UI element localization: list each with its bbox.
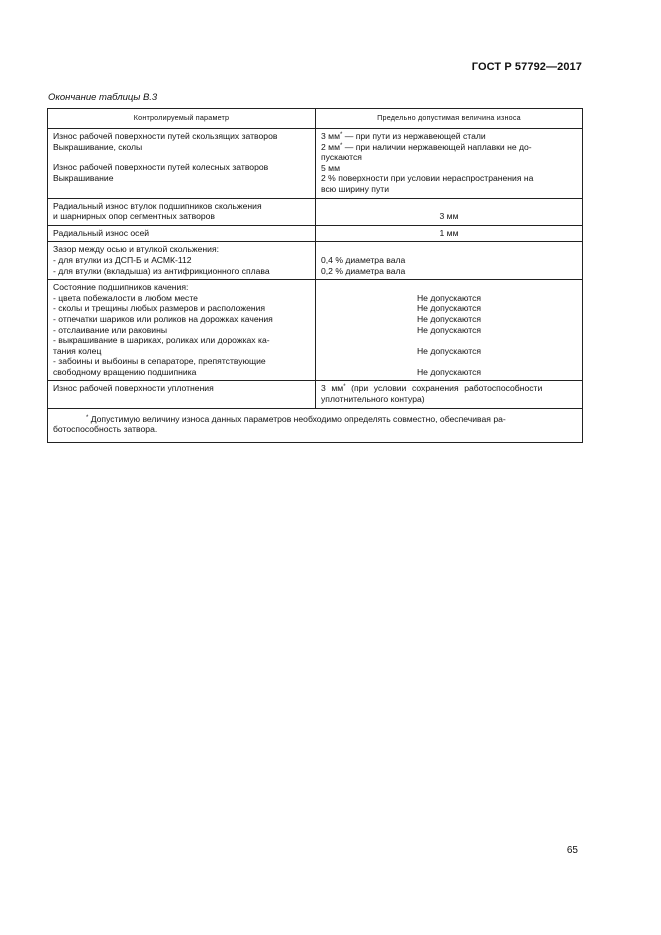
limit-text: Не допускаются	[416, 324, 482, 335]
parameter-text: - для втулки (вкладыша) из антифрикционного сплава	[53, 265, 270, 276]
parameter-cell	[48, 129, 316, 199]
document-code: ГОСТ Р 57792—2017	[471, 61, 582, 73]
parameter-text: Состояние подшипников качения:	[53, 282, 189, 293]
parameter-text: Радиальный износ втулок подшипников скольжения	[53, 200, 262, 211]
wear-limits-table	[47, 108, 583, 443]
limit-text: всю ширину пути	[321, 183, 389, 194]
limit-cell	[316, 381, 583, 408]
parameter-text: - цвета побежалости в любом месте	[53, 292, 198, 303]
limit-text: Не допускаются	[416, 313, 482, 324]
parameter-text: Выкрашивание	[53, 172, 114, 183]
parameter-text: Износ рабочей поверхности путей колесных затворов	[53, 162, 269, 173]
parameter-text: и шарнирных опор сегментных затворов	[53, 211, 215, 222]
limit-text: 3 мм* — при пути из нержавеющей стали	[321, 131, 486, 141]
parameter-text: - выкрашивание в шариках, роликах или дорожках ка-	[53, 335, 270, 346]
limit-text: 0,2 % диаметра вала	[321, 265, 406, 276]
limit-text: уплотнительного контура)	[321, 394, 425, 405]
limit-text: 3 мм	[439, 210, 459, 221]
table-caption: Окончание таблицы В.3	[48, 92, 158, 103]
footnote-ref: *	[339, 142, 343, 149]
limit-cell	[316, 225, 583, 242]
parameter-text: - для втулки из ДСП-Б и АСМК-112	[53, 254, 192, 265]
limit-text: Не допускаются	[416, 345, 482, 356]
limit-text: 2 мм* — при наличии нержавеющей наплавки не до-	[321, 141, 532, 152]
limit-text: 0,4 % диаметра вала	[321, 254, 406, 265]
table-row	[48, 280, 583, 381]
table-row	[48, 225, 583, 242]
footnote-cell	[48, 408, 583, 442]
limit-text: 2 % поверхности при условии нераспространения на	[321, 173, 534, 184]
parameter-text: - отпечатки шариков или роликов на дорожках качения	[53, 313, 273, 324]
footnote-mark: *	[86, 414, 89, 421]
parameter-text: - забоины и выбоины в сепараторе, препятствующие	[53, 356, 266, 367]
footnote-ref: *	[343, 384, 346, 391]
parameter-cell	[48, 198, 316, 225]
table-row	[48, 198, 583, 225]
parameter-text: тания колец	[53, 345, 102, 356]
parameter-cell	[48, 381, 316, 408]
parameter-text: свободному вращению подшипника	[53, 366, 197, 377]
limit-cell	[316, 280, 583, 381]
column-header-limit: Предельно допустимая величина износа	[316, 109, 583, 129]
limit-text: пускаются	[321, 152, 362, 163]
limit-cell	[316, 242, 583, 280]
parameter-cell	[48, 280, 316, 381]
parameter-text: Выкрашивание, сколы	[53, 141, 143, 152]
footnote-text: * Допустимую величину износа данных параметров необходимо определять совместно, обеспечивая ра-	[86, 413, 506, 424]
parameter-cell	[48, 225, 316, 242]
footnote-text: ботоспособность затвора.	[53, 424, 158, 435]
table-header-row	[48, 109, 583, 129]
parameter-text: Зазор между осью и втулкой скольжения:	[53, 244, 219, 255]
parameter-text: Износ рабочей поверхности уплотнения	[53, 383, 214, 394]
limit-cell	[316, 129, 583, 199]
parameter-text: - сколы и трещины любых размеров и расположения	[53, 303, 266, 314]
parameter-cell	[48, 242, 316, 280]
footnote-ref: *	[339, 132, 343, 138]
limit-text: Не допускаются	[416, 303, 482, 314]
limit-text: Не допускаются	[416, 366, 482, 377]
limit-cell	[316, 198, 583, 225]
parameter-text: - отслаивание или раковины	[53, 324, 168, 335]
parameter-text: Износ рабочей поверхности путей скользящих затворов	[53, 131, 278, 141]
table-row	[48, 381, 583, 408]
footnote-row	[48, 408, 583, 442]
limit-text: 3 мм* (при условии сохранения работоспособности	[321, 383, 543, 394]
table-row	[48, 129, 583, 199]
limit-text: Не допускаются	[416, 292, 482, 303]
parameter-text: Радиальный износ осей	[53, 227, 150, 238]
column-header-parameter: Контролируемый параметр	[48, 109, 316, 129]
page-number: 65	[566, 845, 578, 856]
limit-text: 5 мм	[321, 162, 340, 173]
table-row	[48, 242, 583, 280]
limit-text: 1 мм	[439, 227, 459, 238]
